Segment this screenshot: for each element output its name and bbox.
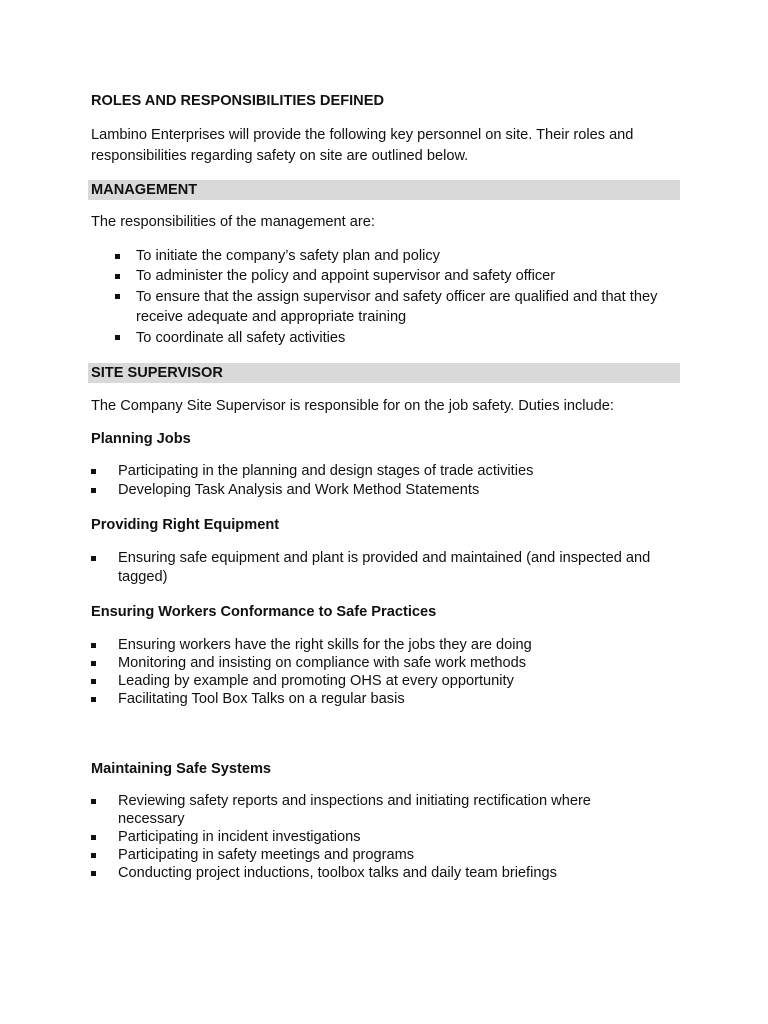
bullet-icon bbox=[91, 835, 96, 840]
section-band-site-supervisor bbox=[88, 363, 680, 383]
bullet-icon bbox=[91, 853, 96, 858]
safe-systems-item: Participating in incident investigations bbox=[118, 829, 361, 845]
management-item-continuation: receive adequate and appropriate training bbox=[136, 309, 407, 325]
management-item: To initiate the company’s safety plan and policy bbox=[136, 248, 440, 264]
bullet-icon bbox=[91, 799, 96, 804]
subheading-providing-equipment: Providing Right Equipment bbox=[91, 517, 280, 533]
safe-systems-item: Reviewing safety reports and inspections and initiating rectification where bbox=[118, 793, 591, 809]
section-heading-management: MANAGEMENT bbox=[91, 182, 198, 198]
subheading-conformance: Ensuring Workers Conformance to Safe Practices bbox=[91, 604, 437, 620]
bullet-icon bbox=[91, 643, 96, 648]
document-title: ROLES AND RESPONSIBILITIES DEFINED bbox=[91, 93, 384, 109]
subheading-safe-systems: Maintaining Safe Systems bbox=[91, 761, 272, 777]
management-item: To ensure that the assign supervisor and safety officer are qualified and that they bbox=[136, 289, 658, 305]
planning-item: Developing Task Analysis and Work Method Statements bbox=[118, 482, 480, 498]
intro-line-1: Lambino Enterprises will provide the following key personnel on site. Their roles and bbox=[91, 127, 634, 143]
equipment-item: Ensuring safe equipment and plant is provided and maintained (and inspected and bbox=[118, 550, 651, 566]
section-band-management bbox=[88, 180, 680, 200]
bullet-icon bbox=[91, 679, 96, 684]
site-supervisor-lead: The Company Site Supervisor is responsible for on the job safety. Duties include: bbox=[91, 398, 614, 414]
bullet-icon bbox=[91, 697, 96, 702]
safe-systems-item: Conducting project inductions, toolbox talks and daily team briefings bbox=[118, 865, 557, 881]
bullet-icon bbox=[115, 294, 120, 299]
safe-systems-item: Participating in safety meetings and programs bbox=[118, 847, 415, 863]
subheading-planning-jobs: Planning Jobs bbox=[91, 431, 191, 447]
bullet-icon bbox=[91, 871, 96, 876]
conformance-item: Leading by example and promoting OHS at every opportunity bbox=[118, 673, 514, 689]
section-heading-site-supervisor: SITE SUPERVISOR bbox=[91, 365, 223, 381]
management-lead: The responsibilities of the management are: bbox=[91, 214, 375, 230]
management-item: To coordinate all safety activities bbox=[136, 330, 346, 346]
bullet-icon bbox=[115, 274, 120, 279]
bullet-icon bbox=[91, 556, 96, 561]
safe-systems-item-continuation: necessary bbox=[118, 811, 185, 827]
bullet-icon bbox=[115, 254, 120, 259]
intro-line-2: responsibilities regarding safety on site are outlined below. bbox=[91, 148, 469, 164]
bullet-icon bbox=[91, 488, 96, 493]
bullet-icon bbox=[115, 335, 120, 340]
conformance-item: Ensuring workers have the right skills for the jobs they are doing bbox=[118, 637, 532, 653]
conformance-item: Facilitating Tool Box Talks on a regular basis bbox=[118, 691, 405, 707]
bullet-icon bbox=[91, 469, 96, 474]
planning-item: Participating in the planning and design stages of trade activities bbox=[118, 463, 534, 479]
equipment-item-continuation: tagged) bbox=[118, 569, 168, 585]
conformance-item: Monitoring and insisting on compliance with safe work methods bbox=[118, 655, 527, 671]
bullet-icon bbox=[91, 661, 96, 666]
management-item: To administer the policy and appoint supervisor and safety officer bbox=[136, 268, 556, 284]
